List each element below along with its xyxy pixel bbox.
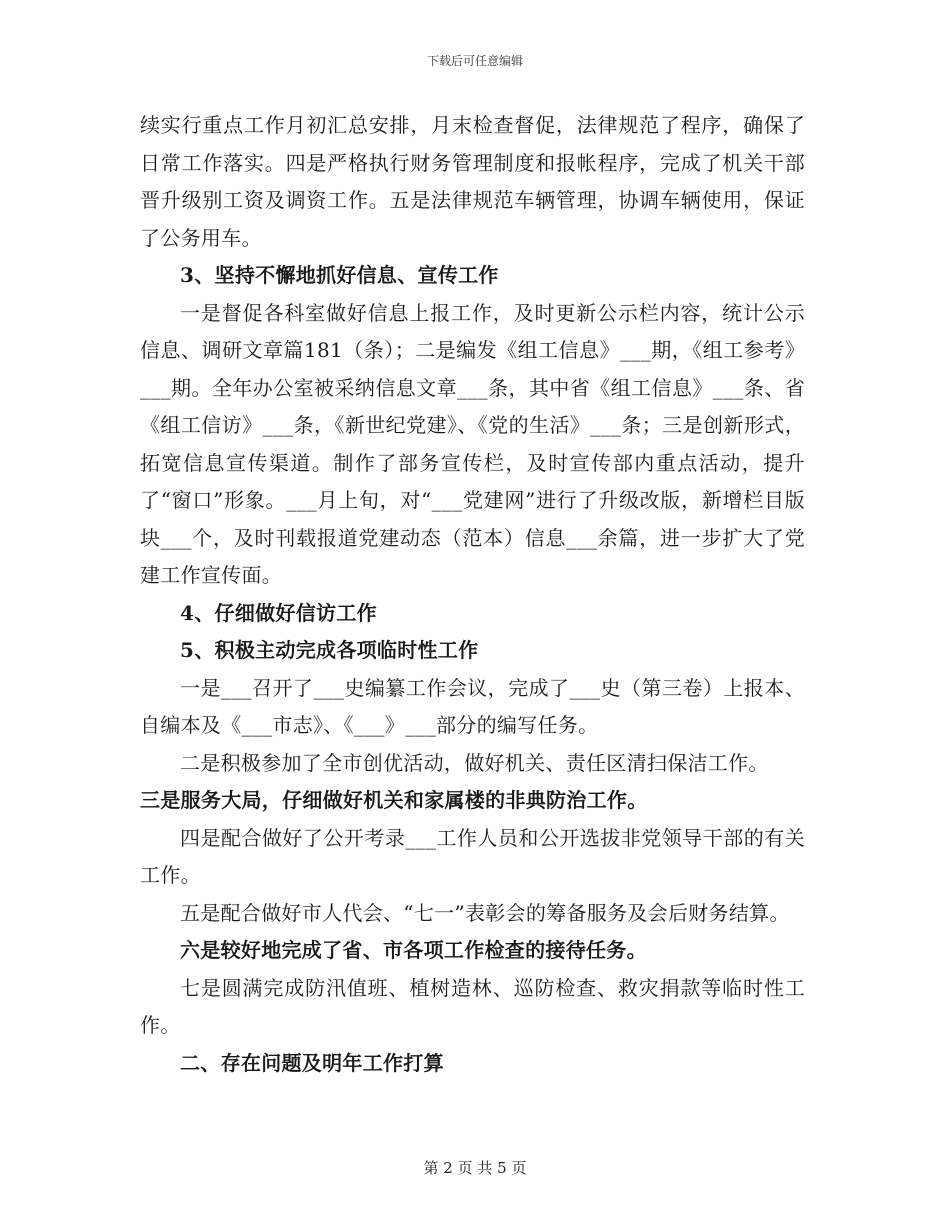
paragraph-item-seven: 七是圆满完成防汛值班、植树造林、巡防检查、救灾捐款等临时性工作。 <box>140 975 805 1037</box>
paragraph-info-publicity: 一是督促各科室做好信息上报工作，及时更新公示栏内容，统计公示信息、调研文章篇181（条）；二是编发《组工信息》___期，《组工参考》___期。全年办公室被采纳信息文章___条，其中省《组工信息》___条、省《组工信访》___条，《新世纪党建》、《党的生活》___条；三是创新形式，拓宽信息宣传渠道。制作了部务宣传栏，及时宣传部内重点活动，提升了“窗口”形象。___月上旬，对“___党建网”进行了升级改版，新增栏目版块___个，及时刊载报道党建动态（范本）信息___余篇，进一步扩大了党建工作宣传面。 <box>140 300 805 587</box>
section-heading-temporary-work: 5、积极主动完成各项临时性工作 <box>180 638 479 662</box>
document-body <box>140 107 805 1082</box>
section-heading-info-publicity: 3、坚持不懈地抓好信息、宣传工作 <box>180 263 499 287</box>
paragraph-item-six: 六是较好地完成了省、市各项工作检查的接待任务。 <box>180 938 647 962</box>
paragraph-item-three: 三是服务大局，仔细做好机关和家属楼的非典防治工作。 <box>140 788 648 812</box>
section-heading-petition: 4、仔细做好信访工作 <box>180 600 377 625</box>
paragraph-item-two: 二是积极参加了全市创优活动，做好机关、责任区清扫保洁工作。 <box>180 750 769 775</box>
paragraph-continuation: 续实行重点工作月初汇总安排，月末检查督促，法律规范了程序，确保了日常工作落实。四是严格执行财务管理制度和报帐程序，完成了机关干部晋升级别工资及调资工作。五是法律规范车辆管理，协调车辆使用，保证了公务用车。 <box>140 113 805 250</box>
section-heading-problems-plans: 二、存在问题及明年工作打算 <box>180 1050 444 1075</box>
paragraph-item-one: 一是___召开了___史编纂工作会议，完成了___史（第三卷）上报本、自编本及《___市志》、《___》___部分的编写任务。 <box>140 675 805 737</box>
paragraph-item-five: 五是配合做好市人代会、“七一”表彰会的筹备服务及会后财务结算。 <box>180 900 790 925</box>
page-number-footer: 第 2 页 共 5 页 <box>423 1159 527 1177</box>
page-header-note: 下载后可任意编辑 <box>426 54 523 68</box>
paragraph-item-four: 四是配合做好了公开考录___工作人员和公开选拔非党领导干部的有关工作。 <box>140 825 805 887</box>
